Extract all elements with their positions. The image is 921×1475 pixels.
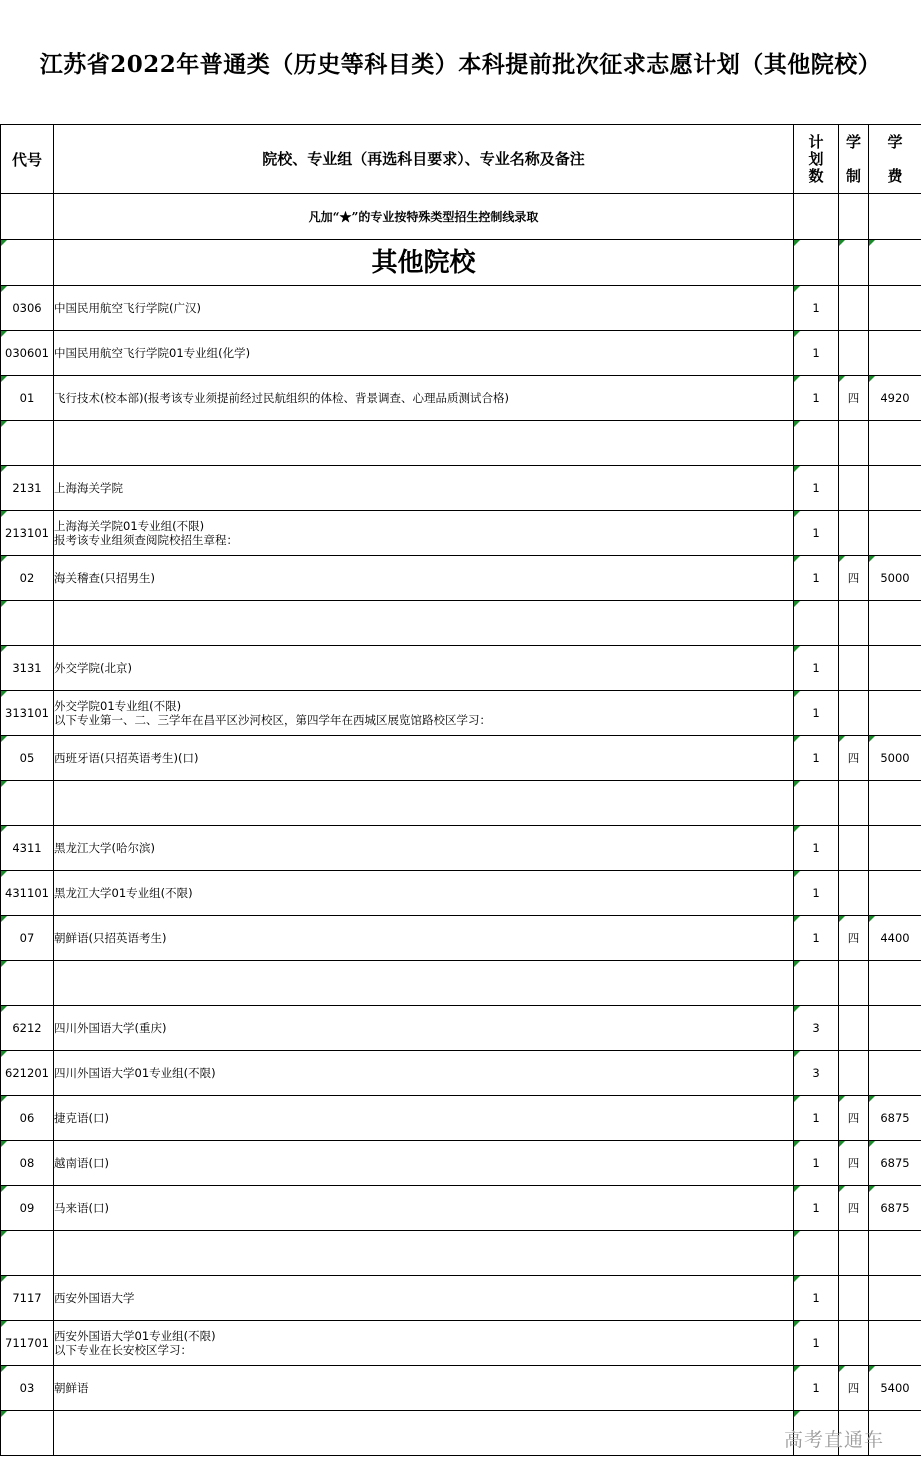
header-plan (794, 125, 839, 194)
watermark: 高考直通车 (784, 1429, 885, 1451)
row-name-cell (54, 1366, 794, 1411)
section-fee-cell (869, 240, 921, 286)
row-name: 中国民用航空飞行学院01专业组(化学) (54, 346, 251, 360)
row-plan: 1 (794, 466, 839, 511)
row-name-cell (54, 1096, 794, 1141)
row-name: 海关稽查(只招男生) (54, 571, 155, 585)
row-name: 西班牙语(只招英语考生)(口) (54, 751, 199, 765)
row-fee: 4400 (869, 916, 921, 961)
row-years: 四 (839, 736, 869, 781)
page-title: 江苏省2022年普通类（历史等科目类）本科提前批次征求志愿计划（其他院校） (39, 51, 882, 78)
row-plan: 1 (794, 1321, 839, 1366)
row-code: 07 (1, 916, 54, 961)
row-years (839, 1006, 869, 1051)
row-fee (869, 826, 921, 871)
row-code: 08 (1, 1141, 54, 1186)
table-row (1, 736, 921, 781)
row-fee (869, 1006, 921, 1051)
row-name: 越南语(口) (54, 1156, 109, 1170)
enrollment-plan-table (0, 124, 921, 1456)
row-plan: 1 (794, 376, 839, 421)
row-years (839, 421, 869, 466)
row-fee (869, 286, 921, 331)
row-name-cell (54, 556, 794, 601)
header-years-char: 学 (845, 133, 861, 151)
row-name-cell (54, 601, 794, 646)
header-plan-char: 划 (808, 149, 824, 168)
row-years: 四 (839, 556, 869, 601)
row-years (839, 691, 869, 736)
row-name-cell (54, 961, 794, 1006)
table-row (1, 331, 921, 376)
row-code: 03 (1, 1366, 54, 1411)
header-fee (869, 125, 921, 194)
row-code (1, 421, 54, 466)
section-code-cell (1, 240, 54, 286)
row-code: 431101 (1, 871, 54, 916)
row-code (1, 781, 54, 826)
table-row (1, 421, 921, 466)
table-row (1, 1051, 921, 1096)
row-plan: 1 (794, 1186, 839, 1231)
section-years-cell (839, 240, 869, 286)
section-title: 其他院校 (54, 240, 794, 286)
row-code: 030601 (1, 331, 54, 376)
table-row (1, 1366, 921, 1411)
row-code: 711701 (1, 1321, 54, 1366)
row-plan (794, 961, 839, 1006)
row-years (839, 826, 869, 871)
notice-text: 凡加“★”的专业按特殊类型招生控制线录取 (54, 194, 794, 240)
row-name-cell (54, 1231, 794, 1276)
table-row (1, 781, 921, 826)
row-name-cell (54, 1141, 794, 1186)
table-row (1, 871, 921, 916)
row-fee (869, 1231, 921, 1276)
row-name: 朝鲜语(只招英语考生) (54, 931, 167, 945)
row-years (839, 466, 869, 511)
row-fee (869, 691, 921, 736)
row-code (1, 961, 54, 1006)
row-plan: 1 (794, 916, 839, 961)
row-years (839, 961, 869, 1006)
row-name: 上海海关学院01专业组(不限) (54, 519, 205, 533)
row-name-cell (54, 1411, 794, 1456)
row-name-cell (54, 1276, 794, 1321)
row-plan: 1 (794, 331, 839, 376)
row-plan: 3 (794, 1006, 839, 1051)
row-name-cell (54, 466, 794, 511)
row-name: 马来语(口) (54, 1201, 109, 1215)
table-row (1, 1141, 921, 1186)
row-code: 6212 (1, 1006, 54, 1051)
row-plan: 1 (794, 871, 839, 916)
header-plan-char: 数 (808, 166, 824, 185)
row-fee (869, 331, 921, 376)
row-name-cell (54, 916, 794, 961)
row-name-cell (54, 781, 794, 826)
row-years: 四 (839, 1186, 869, 1231)
notice-row (1, 194, 921, 240)
row-years: 四 (839, 1141, 869, 1186)
row-name: 四川外国语大学(重庆) (54, 1021, 167, 1035)
row-years: 四 (839, 1096, 869, 1141)
row-years: 四 (839, 1366, 869, 1411)
row-name-cell (54, 331, 794, 376)
notice-fee-cell (869, 194, 921, 240)
row-years (839, 646, 869, 691)
table-row (1, 286, 921, 331)
row-years (839, 331, 869, 376)
row-name-cell (54, 736, 794, 781)
row-fee: 5400 (869, 1366, 921, 1411)
table-row (1, 1276, 921, 1321)
table-row (1, 556, 921, 601)
row-years (839, 601, 869, 646)
row-note: 报考该专业组须查阅院校招生章程： (54, 533, 238, 547)
row-years (839, 871, 869, 916)
row-fee: 5000 (869, 736, 921, 781)
row-plan: 1 (794, 646, 839, 691)
row-note: 以下专业第一、二、三学年在昌平区沙河校区，第四学年在西城区展览馆路校区学习： (54, 713, 491, 727)
row-fee (869, 961, 921, 1006)
row-years (839, 1276, 869, 1321)
row-years (839, 1321, 869, 1366)
row-years (839, 1231, 869, 1276)
table-row (1, 466, 921, 511)
row-fee: 6875 (869, 1186, 921, 1231)
row-name-cell (54, 691, 794, 736)
row-fee (869, 601, 921, 646)
table-row (1, 376, 921, 421)
row-years: 四 (839, 916, 869, 961)
row-name-cell (54, 376, 794, 421)
header-plan-char: 计 (808, 132, 824, 151)
row-code: 0306 (1, 286, 54, 331)
row-plan: 1 (794, 1096, 839, 1141)
notice-years-cell (839, 194, 869, 240)
row-years (839, 781, 869, 826)
row-plan: 1 (794, 556, 839, 601)
row-name-cell (54, 421, 794, 466)
row-code: 06 (1, 1096, 54, 1141)
table-row (1, 601, 921, 646)
row-name-cell (54, 871, 794, 916)
row-plan: 1 (794, 826, 839, 871)
row-fee (869, 421, 921, 466)
row-name: 西安外国语大学01专业组(不限) (54, 1329, 216, 1343)
table-row (1, 916, 921, 961)
table-row (1, 1231, 921, 1276)
row-code: 621201 (1, 1051, 54, 1096)
row-name-cell (54, 646, 794, 691)
row-plan (794, 781, 839, 826)
row-name: 黑龙江大学01专业组(不限) (54, 886, 193, 900)
row-fee (869, 1321, 921, 1366)
row-plan: 1 (794, 286, 839, 331)
row-code: 05 (1, 736, 54, 781)
header-fee-char: 学 (887, 133, 903, 151)
header-code: 代号 (1, 125, 54, 194)
row-name-cell (54, 1051, 794, 1096)
table-row (1, 691, 921, 736)
notice-code-cell (1, 194, 54, 240)
row-code: 313101 (1, 691, 54, 736)
table-row (1, 1411, 921, 1456)
header-years (839, 125, 869, 194)
row-name: 捷克语(口) (54, 1111, 109, 1125)
table-row (1, 1006, 921, 1051)
row-code (1, 1411, 54, 1456)
row-code: 4311 (1, 826, 54, 871)
row-code: 3131 (1, 646, 54, 691)
row-name: 朝鲜语 (54, 1381, 89, 1395)
row-code: 2131 (1, 466, 54, 511)
row-name-cell (54, 511, 794, 556)
table-row (1, 961, 921, 1006)
row-plan: 1 (794, 691, 839, 736)
row-name: 飞行技术(校本部)(报考该专业须提前经过民航组织的体检、背景调查、心理品质测试合格) (54, 391, 509, 405)
section-row (1, 240, 921, 286)
row-note: 以下专业在长安校区学习： (54, 1343, 192, 1357)
row-name: 西安外国语大学 (54, 1291, 135, 1305)
row-code: 213101 (1, 511, 54, 556)
row-code: 01 (1, 376, 54, 421)
row-name: 外交学院(北京) (54, 661, 132, 675)
row-code: 09 (1, 1186, 54, 1231)
notice-plan-cell (794, 194, 839, 240)
row-code: 7117 (1, 1276, 54, 1321)
row-name: 四川外国语大学01专业组(不限) (54, 1066, 216, 1080)
row-fee (869, 511, 921, 556)
row-plan (794, 1231, 839, 1276)
table-header-row (1, 125, 921, 194)
row-code (1, 601, 54, 646)
row-fee (869, 466, 921, 511)
row-name-cell (54, 1321, 794, 1366)
table-row (1, 511, 921, 556)
row-fee: 4920 (869, 376, 921, 421)
row-code (1, 1231, 54, 1276)
row-fee (869, 1051, 921, 1096)
row-years (839, 1051, 869, 1096)
table-row (1, 646, 921, 691)
row-name-cell (54, 1006, 794, 1051)
table-row (1, 826, 921, 871)
row-name-cell (54, 1186, 794, 1231)
row-name: 黑龙江大学(哈尔滨) (54, 841, 155, 855)
row-plan: 3 (794, 1051, 839, 1096)
row-fee: 6875 (869, 1141, 921, 1186)
row-fee (869, 781, 921, 826)
row-code: 02 (1, 556, 54, 601)
row-years: 四 (839, 376, 869, 421)
row-plan: 1 (794, 1141, 839, 1186)
section-plan-cell (794, 240, 839, 286)
row-plan: 1 (794, 1276, 839, 1321)
header-years-char: 制 (845, 167, 861, 185)
row-years (839, 286, 869, 331)
row-plan: 1 (794, 1366, 839, 1411)
row-fee (869, 646, 921, 691)
row-name: 外交学院01专业组(不限) (54, 699, 182, 713)
header-fee-char: 费 (887, 167, 903, 185)
row-plan (794, 601, 839, 646)
row-plan: 1 (794, 736, 839, 781)
row-name-cell (54, 826, 794, 871)
table-row (1, 1321, 921, 1366)
row-plan (794, 421, 839, 466)
row-years (839, 511, 869, 556)
row-fee: 5000 (869, 556, 921, 601)
row-fee: 6875 (869, 1096, 921, 1141)
row-name: 中国民用航空飞行学院(广汉) (54, 301, 201, 315)
row-name: 上海海关学院 (54, 481, 123, 495)
row-name-cell (54, 286, 794, 331)
row-fee (869, 1276, 921, 1321)
table-row (1, 1186, 921, 1231)
row-plan: 1 (794, 511, 839, 556)
row-fee (869, 871, 921, 916)
table-row (1, 1096, 921, 1141)
header-name: 院校、专业组（再选科目要求）、专业名称及备注 (54, 125, 794, 194)
